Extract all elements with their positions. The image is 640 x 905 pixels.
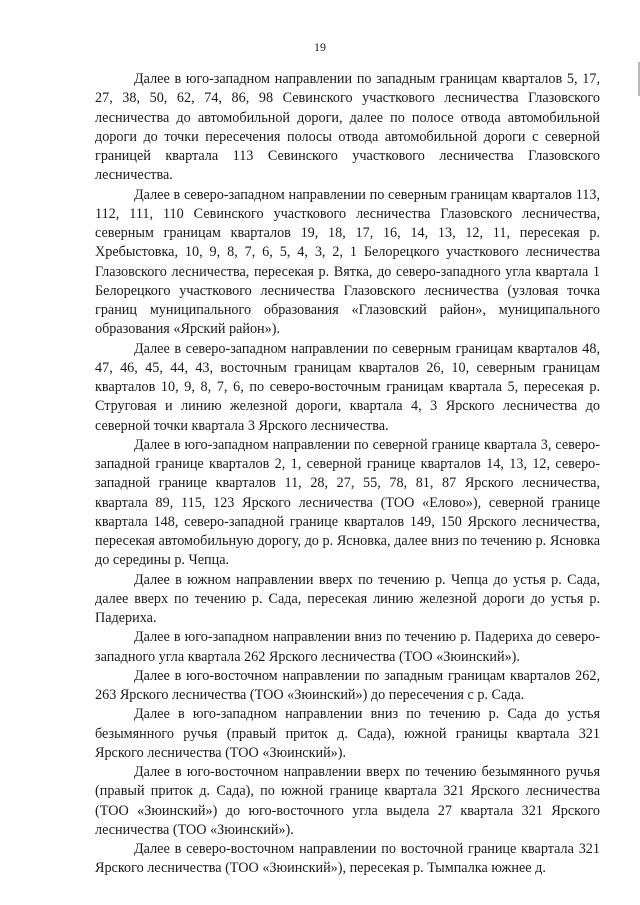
paragraph: Далее в юго-западном направлении вниз по течению р. Падериха до северо-западного угла квартала 262 Ярского лесничества (ТОО «Зюинский»). (95, 629, 600, 665)
paragraph: Далее в юго-восточном направлении по западным границам кварталов 262, 263 Ярского лесничества (ТОО «Зюинский») до пересечения с р. Сада. (95, 667, 600, 703)
page-number: 19 (314, 40, 326, 54)
paragraph: Далее в южном направлении вверх по течению р. Чепца до устья р. Сада, далее вверх по течению р. Сада, пересекая линию железной дороги до устья р. Падериха. (95, 571, 600, 626)
paragraph: Далее в юго-западном направлении по северной границе квартала 3, северо-западной границе кварталов 2, 1, северной границе кварталов 14, 13, 12, северо-западной границе кварталов 11, 28, 27, 55, 78, 81, 87 Ярского лесничества, квартала 89, 115, 123 Ярского лесничества (ТОО «Елово»), северной границе квартала 148, северо-западной границе кварталов 149, 150 Ярского лесничества, пересекая автомобильную дорогу, до р. Ясновка, далее вниз по течению р. Ясновка до середины р. Чепца. (95, 436, 600, 569)
paragraph: Далее в северо-западном направлении по северным границам кварталов 113, 112, 111, 110 Севинского участкового лесничества Глазовского лесничества, северным границам кварталов 19, 18, 17, 16, 14, 13, 12, 11, пересекая р. Хребыстовка, 10, 9, 8, 7, 6, 5, 4, 3, 2, 1 Белорецкого участкового лесничества Глазовского лесничества, пересекая р. Вятка, до северо-западного угла квартала 1 Белорецкого участкового лесничества Глазовского лесничества (узловая точка границ муниципального образования «Глазовский район», муниципального образования «Ярский район»). (95, 186, 600, 338)
paragraph: Далее в северо-западном направлении по северным границам кварталов 48, 47, 46, 45, 44, 43, восточным границам кварталов 26, 10, северным границам кварталов 10, 9, 8, 7, 6, по северо-восточным границам квартала 5, пересекая р. Струговая и линию железной дороги, квартала 4, 3 Ярского лесничества до северной точки квартала 3 Ярского лесничества. (95, 340, 600, 434)
paragraph: Далее в юго-восточном направлении вверх по течению безымянного ручья (правый приток д. Сада), по южной границе квартала 321 Ярского лесничества (ТОО «Зюинский») до юго-восточного угла выдела 27 квартала 321 Ярского лесничества (ТОО «Зюинский»). (95, 764, 600, 838)
document-body (95, 70, 600, 879)
paragraph: Далее в юго-западном направлении вниз по течению р. Сада до устья безымянного ручья (правый приток д. Сада), южной границы квартала 321 Ярского лесничества (ТОО «Зюинский»). (95, 706, 600, 761)
paragraph: Далее в северо-восточном направлении по восточной границе квартала 321 Ярского лесничества (ТОО «Зюинский»), пересекая р. Тымпалка южнее д. (95, 841, 600, 877)
paragraph: Далее в юго-западном направлении по западным границам кварталов 5, 17, 27, 38, 50, 62, 74, 86, 98 Севинского участкового лесничества Глазовского лесничества до автомобильной дороги, далее по полосе отвода автомобильной дороги до точки пересечения полосы отвода автомобильной дороги с северной границей квартала 113 Севинского участкового лесничества Глазовского лесничества. (95, 71, 600, 184)
